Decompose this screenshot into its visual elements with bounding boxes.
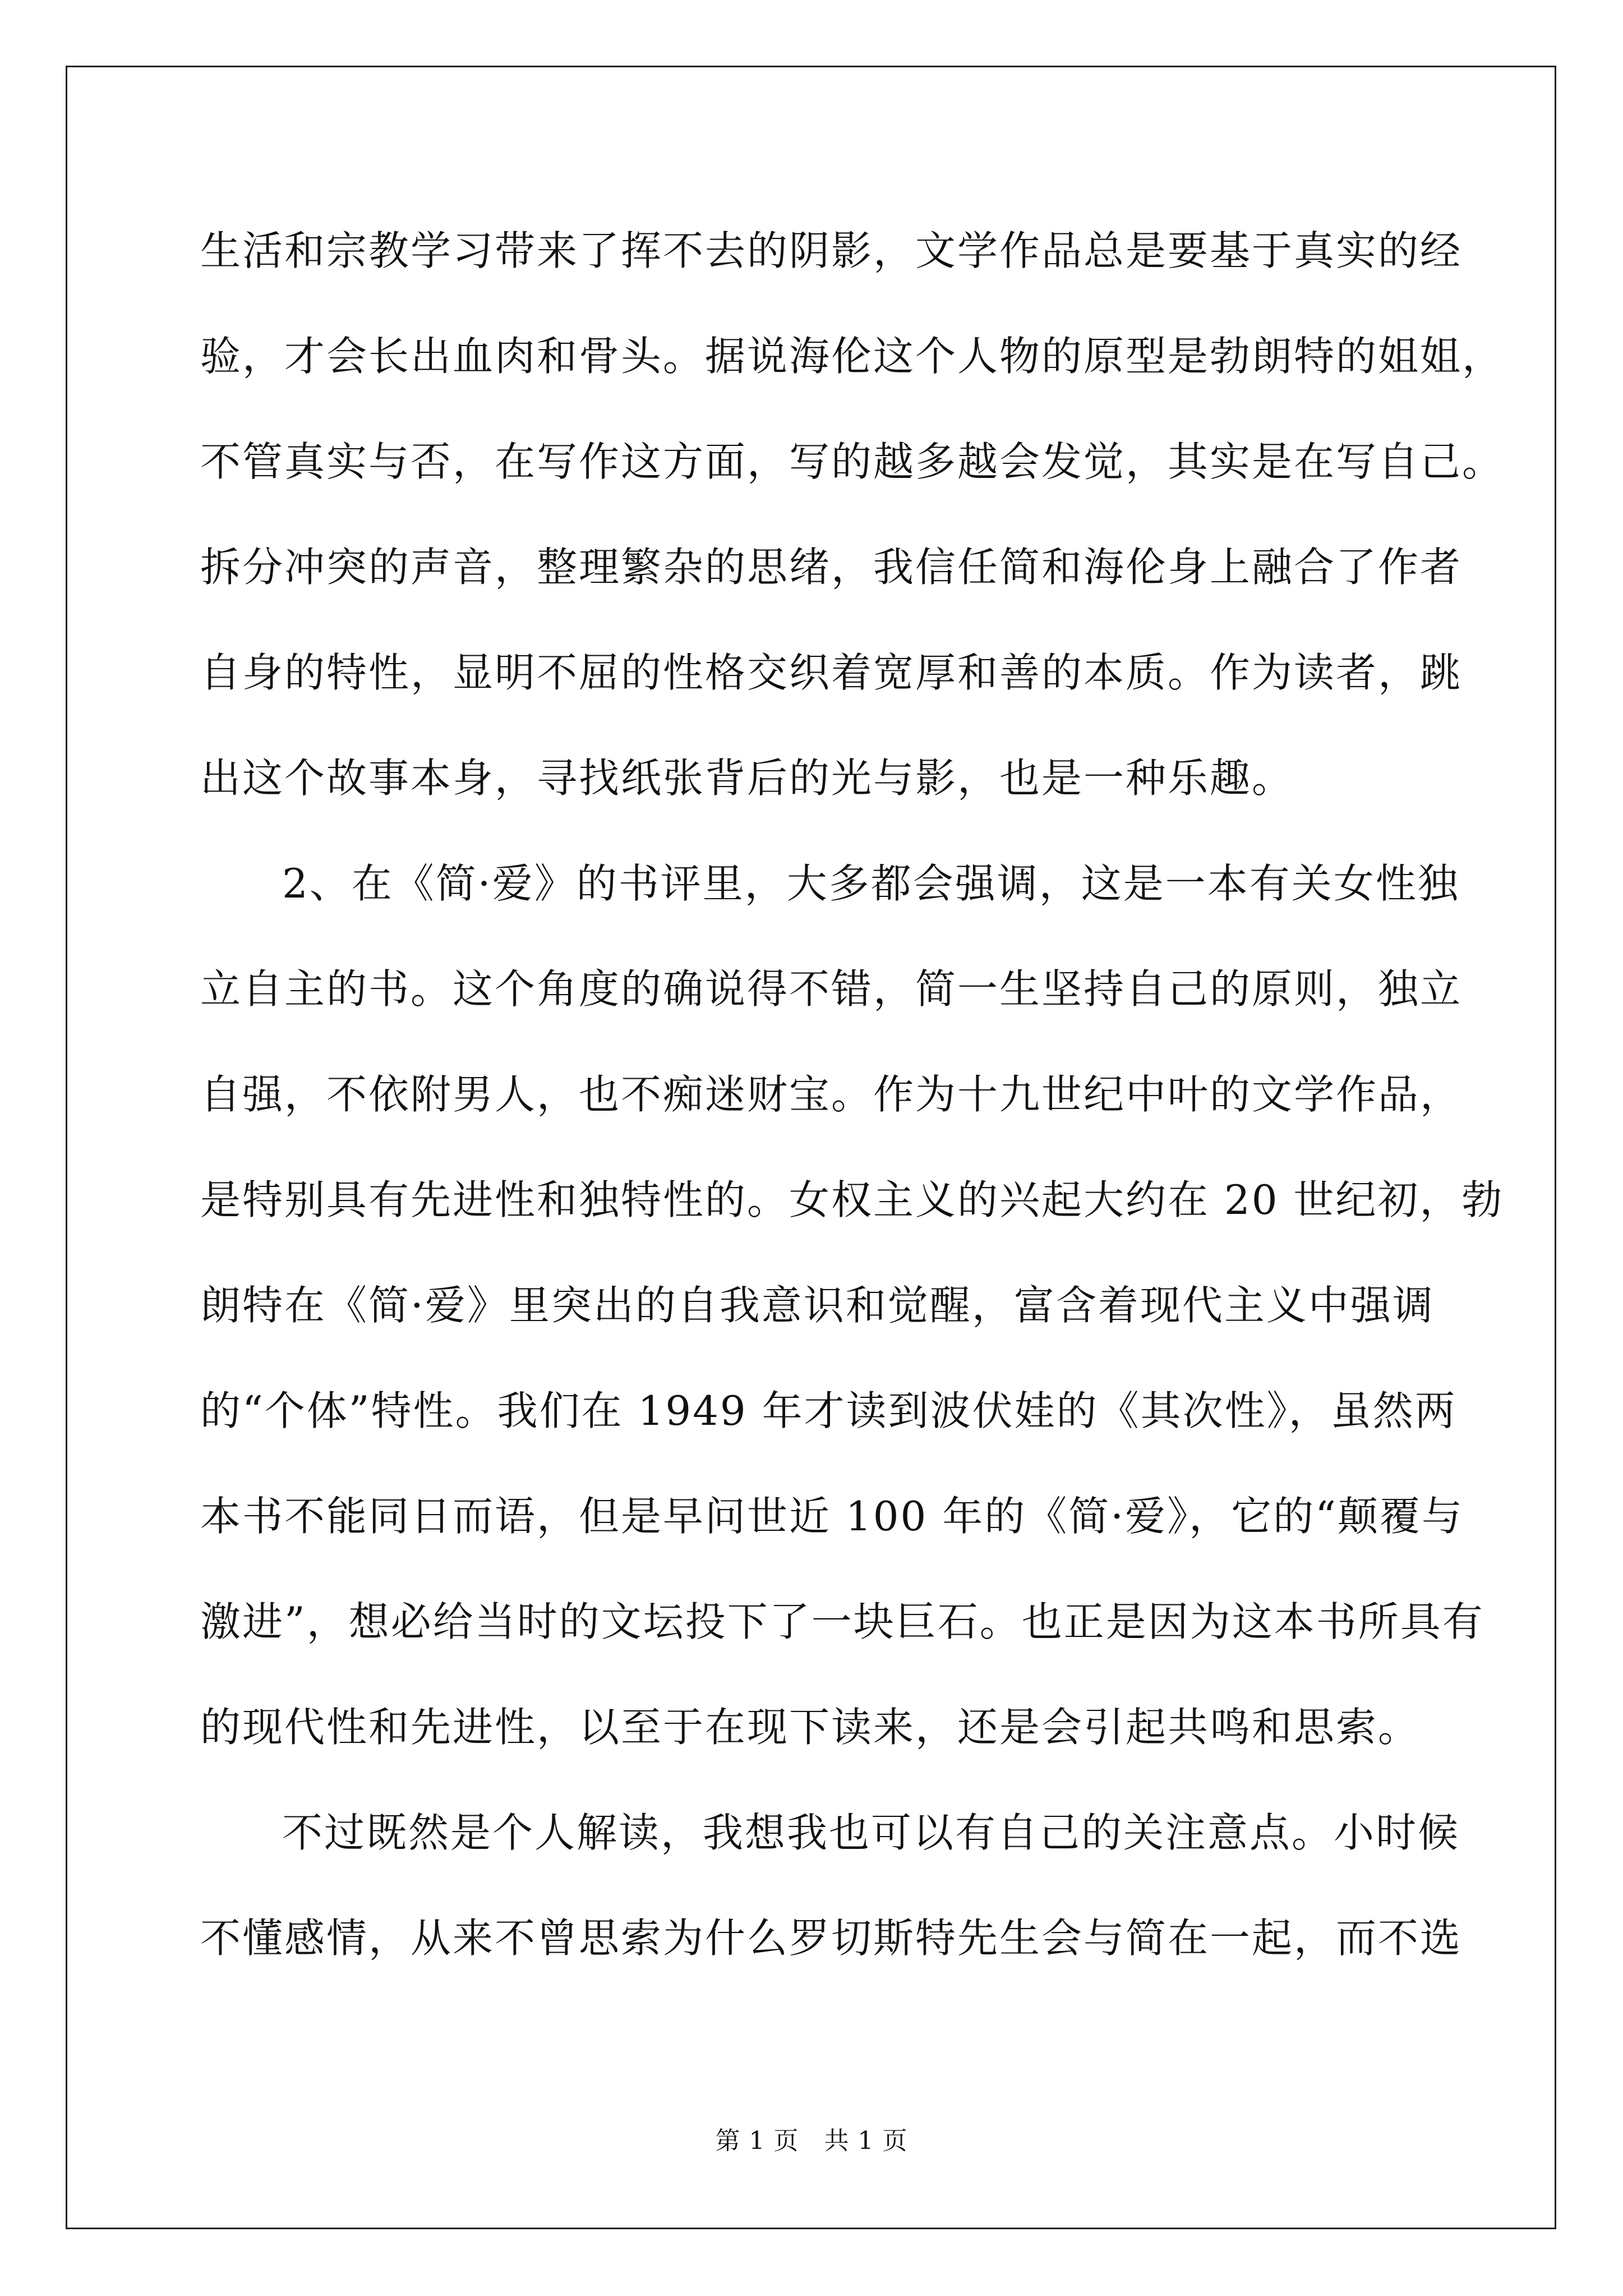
text-line: 出这个故事本身，寻找纸张背后的光与影，也是一种乐趣。 (200, 754, 1294, 802)
paragraph-first-line: 2、在《简·爱》的书评里，大多都会强调，这是一本有关女性独 (282, 860, 1460, 907)
document-body (200, 218, 1505, 2010)
text-line: 不懂感情，从来不曾思索为什么罗切斯特先生会与简在一起，而不选 (200, 1915, 1463, 1962)
text-line: 不管真实与否，在写作这方面，写的越多越会发觉，其实是在写自己。 (200, 438, 1505, 485)
text-line: 朗特在《简·爱》里突出的自我意识和觉醒，富含着现代主义中强调 (200, 1282, 1435, 1329)
text-line: 本书不能同日而语，但是早问世近 100 年的《简·爱》，它的“颠覆与 (200, 1493, 1464, 1540)
text-line: 自强，不依附男人，也不痴迷财宝。作为十九世纪中叶的文学作品， (200, 1071, 1463, 1118)
text-line: 的“个体”特性。我们在 1949 年才读到波伏娃的《其次性》，虽然两 (200, 1387, 1457, 1434)
text-line: 是特别具有先进性和独特性的。女权主义的兴起大约在 20 世纪初，勃 (200, 1176, 1504, 1223)
text-line: 的现代性和先进性，以至于在现下读来，还是会引起共鸣和思索。 (200, 1704, 1421, 1751)
text-line: 验，才会长出血肉和骨头。据说海伦这个人物的原型是勃朗特的姐姐， (200, 333, 1505, 380)
text-line: 激进”，想必给当时的文坛投下了一块巨石。也正是因为这本书所具有 (200, 1598, 1484, 1645)
text-line: 自身的特性，显明不屈的性格交织着宽厚和善的本质。作为读者，跳 (200, 649, 1463, 696)
text-line: 立自主的书。这个角度的确说得不错，简一生坚持自己的原则，独立 (200, 965, 1463, 1013)
page-number-footer: 第 1 页 共 1 页 (715, 2127, 908, 2155)
text-line: 生活和宗教学习带来了挥不去的阴影，文学作品总是要基于真实的经 (200, 227, 1463, 274)
paragraph-first-line: 不过既然是个人解读，我想我也可以有自己的关注意点。小时候 (282, 1809, 1460, 1856)
text-line: 拆分冲突的声音，整理繁杂的思绪，我信任简和海伦身上融合了作者 (200, 544, 1463, 591)
